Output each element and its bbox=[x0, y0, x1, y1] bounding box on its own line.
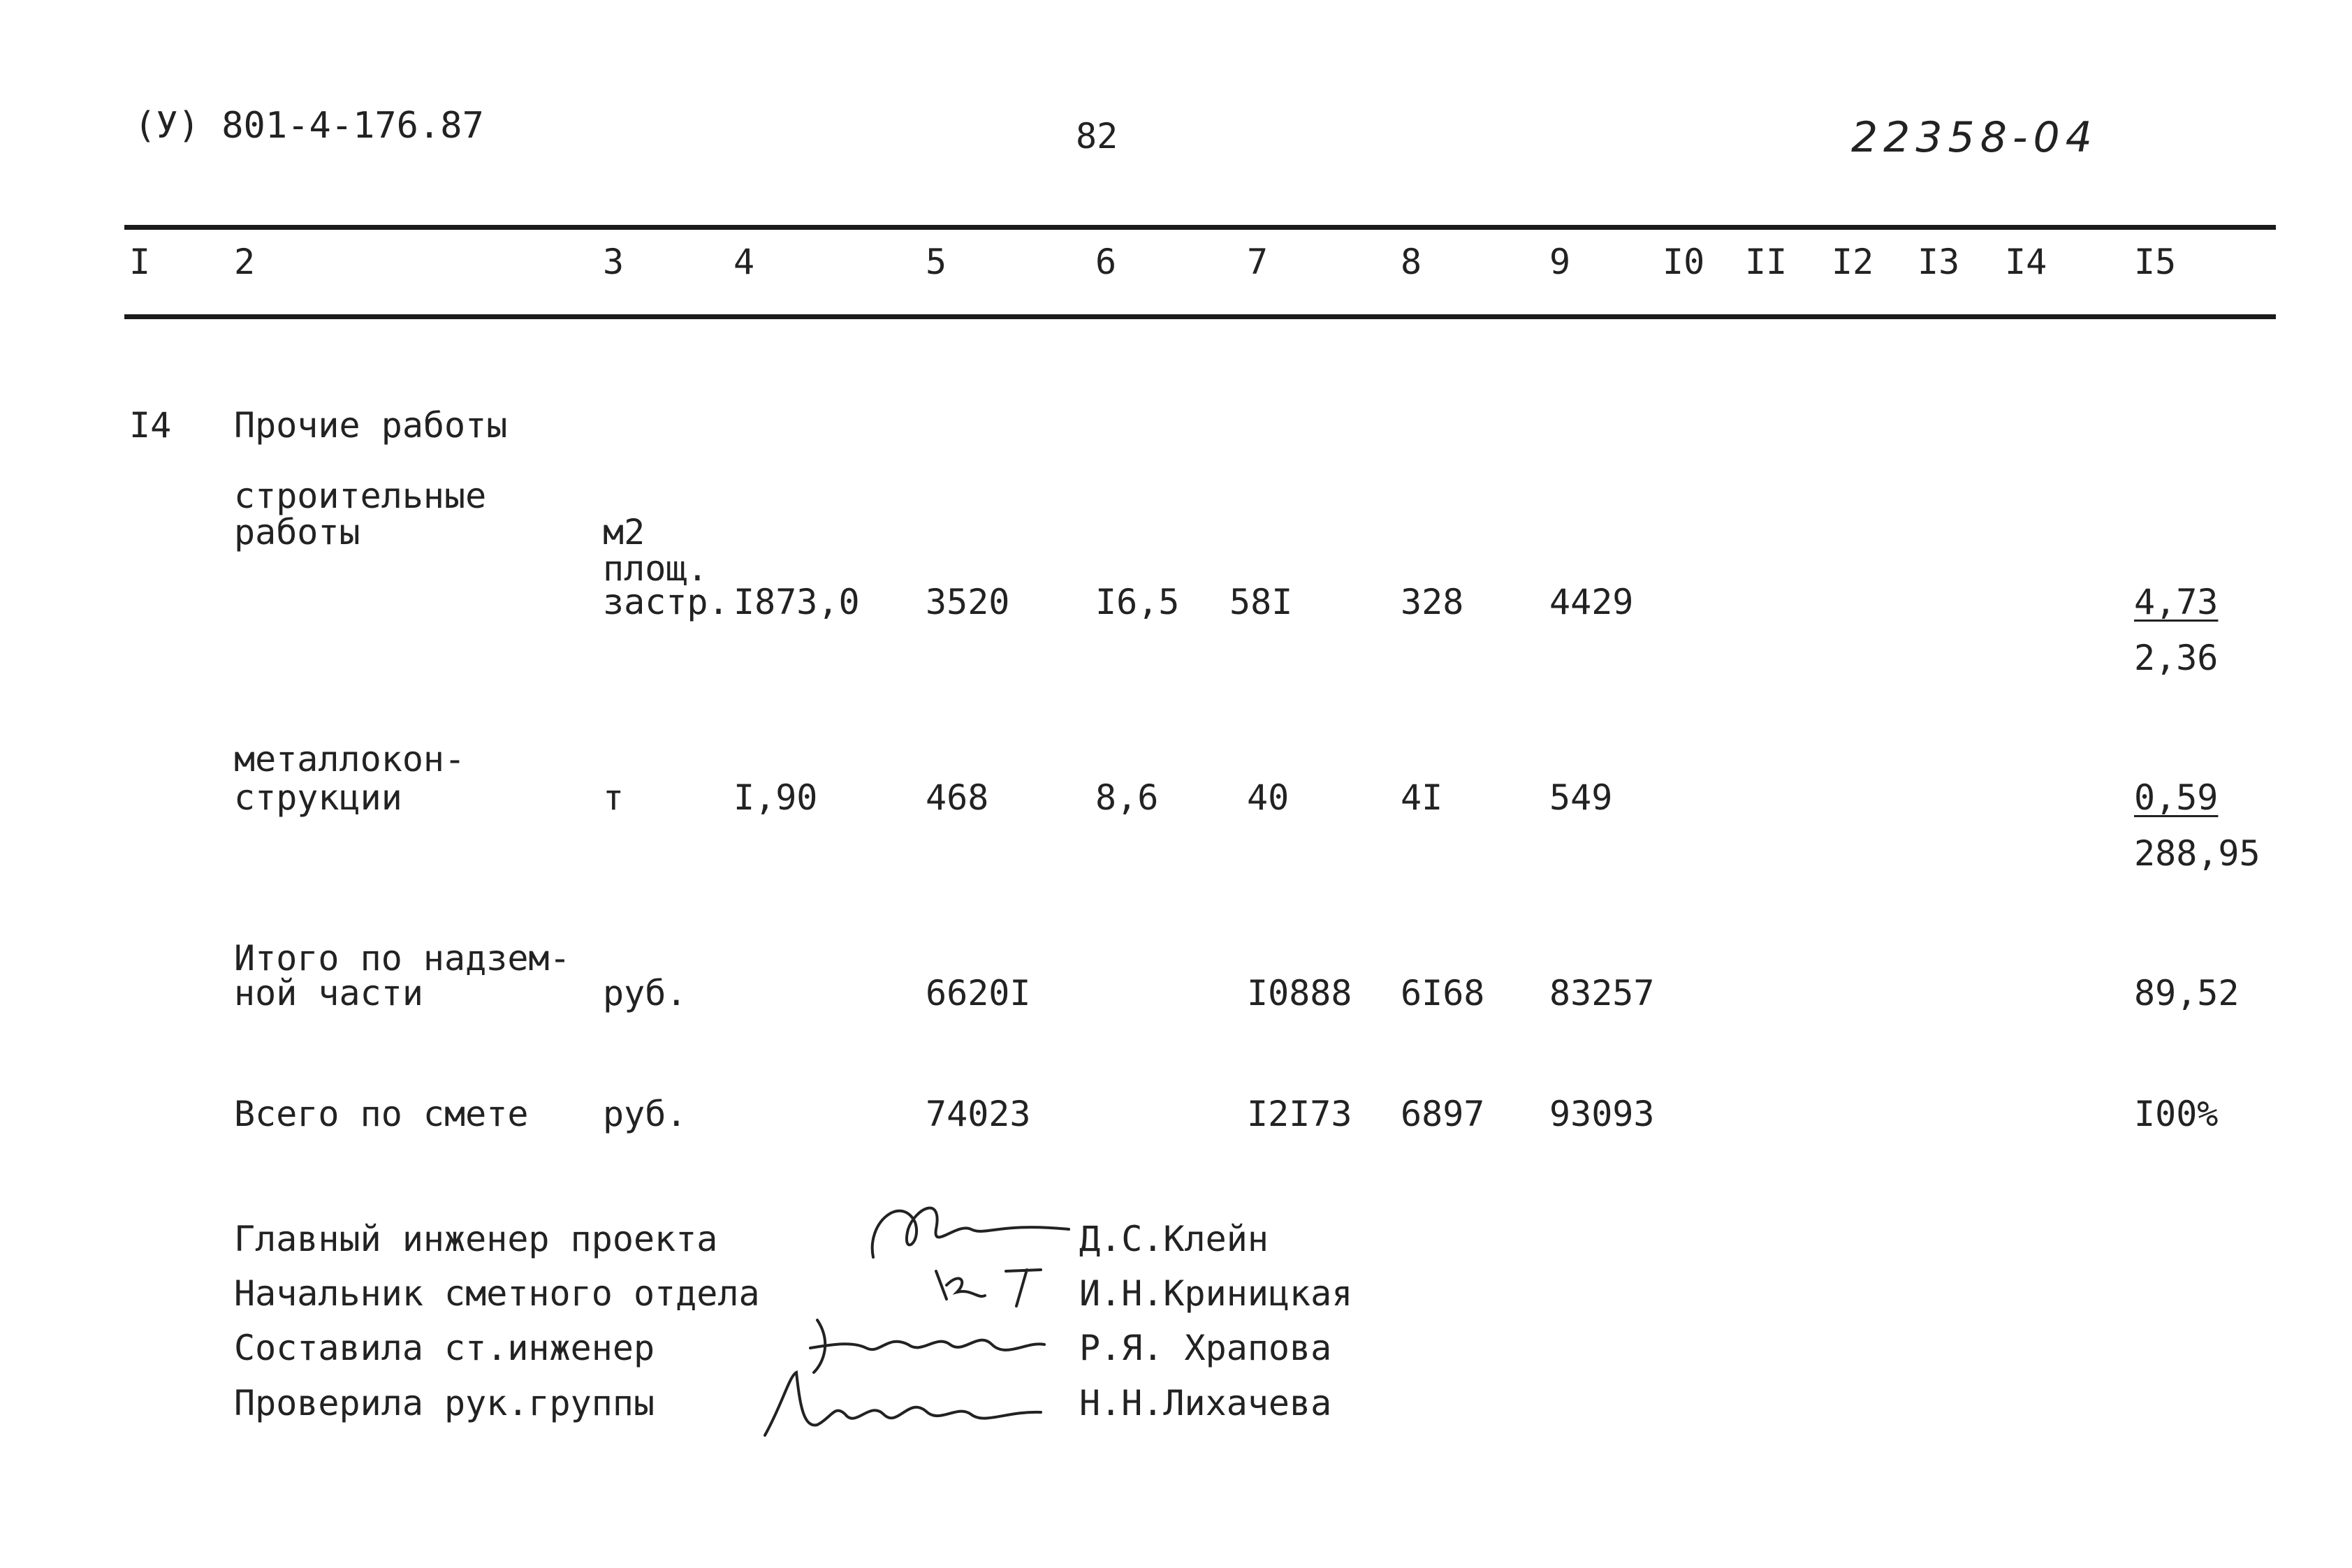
col-header-11: II bbox=[1745, 242, 1788, 282]
subtotal-col7: I0888 bbox=[1247, 973, 1352, 1013]
handwritten-signature bbox=[929, 1257, 1069, 1313]
page-number: 82 bbox=[1076, 116, 1118, 156]
section-title: Прочие работы bbox=[234, 405, 508, 446]
cell-col15-top: 4,73 bbox=[2134, 582, 2219, 622]
unit-line2: площ. bbox=[603, 548, 708, 589]
signature-name: И.Н.Криницкая bbox=[1079, 1273, 1353, 1314]
total-col5: 74023 bbox=[926, 1094, 1031, 1134]
section-number: I4 bbox=[129, 405, 172, 446]
document-code: (У) 801-4-176.87 bbox=[134, 105, 484, 147]
col-header-1: I bbox=[129, 242, 151, 282]
subtotal-col15: 89,52 bbox=[2134, 973, 2240, 1013]
unit-line3: застр. bbox=[603, 582, 729, 622]
signature-name: Д.С.Клейн bbox=[1079, 1219, 1269, 1259]
cell-col15-top: 0,59 bbox=[2134, 777, 2219, 818]
total-col15: I00% bbox=[2134, 1094, 2219, 1134]
signature-name: Н.Н.Лихачева bbox=[1079, 1383, 1332, 1423]
item-name-line1: строительные bbox=[234, 476, 487, 516]
quantity: I,90 bbox=[733, 777, 818, 818]
subtotal-name-line2: ной части bbox=[234, 973, 423, 1013]
cell-col15-bottom: 288,95 bbox=[2134, 833, 2260, 874]
col-header-3: 3 bbox=[603, 242, 624, 282]
cell-col7: 58I bbox=[1229, 582, 1293, 622]
item-name-line2: работы bbox=[234, 512, 360, 552]
signature-role: Проверила рук.группы bbox=[234, 1383, 655, 1423]
cell-col15-bottom: 2,36 bbox=[2134, 638, 2219, 678]
signature-name: Р.Я. Храпова bbox=[1079, 1328, 1332, 1368]
col-header-2: 2 bbox=[234, 242, 256, 282]
total-col9: 93093 bbox=[1549, 1094, 1655, 1134]
col-header-10: I0 bbox=[1663, 242, 1705, 282]
cell-col9: 4429 bbox=[1549, 582, 1634, 622]
col-header-13: I3 bbox=[1918, 242, 1960, 282]
cell-col6: I6,5 bbox=[1095, 582, 1180, 622]
col-header-14: I4 bbox=[2005, 242, 2047, 282]
total-name: Всего по смете bbox=[234, 1094, 529, 1134]
total-col8: 6897 bbox=[1401, 1094, 1485, 1134]
col-header-15: I5 bbox=[2134, 242, 2177, 282]
col-header-9: 9 bbox=[1549, 242, 1571, 282]
subtotal-col5: 6620I bbox=[926, 973, 1031, 1013]
item-name-line1: металлокон- bbox=[234, 739, 466, 779]
signature-role: Главный инженер проекта bbox=[234, 1219, 718, 1259]
cell-col5: 468 bbox=[926, 777, 989, 818]
signature-role: Составила ст.инженер bbox=[234, 1328, 655, 1368]
archive-code: 22358-04 bbox=[1851, 113, 2098, 162]
unit-line1: т bbox=[603, 777, 624, 818]
col-header-7: 7 bbox=[1247, 242, 1269, 282]
subtotal-name-line1: Итого по надзем- bbox=[234, 938, 571, 979]
col-header-8: 8 bbox=[1401, 242, 1422, 282]
unit-line1: м2 bbox=[603, 512, 645, 552]
header-bottom-rule bbox=[124, 314, 2276, 319]
total-unit: руб. bbox=[603, 1094, 687, 1134]
cell-col7: 40 bbox=[1247, 777, 1290, 818]
subtotal-unit: руб. bbox=[603, 973, 687, 1013]
col-header-12: I2 bbox=[1832, 242, 1874, 282]
signature-role: Начальник сметного отдела bbox=[234, 1273, 760, 1314]
quantity: I873,0 bbox=[733, 582, 860, 622]
col-header-4: 4 bbox=[733, 242, 755, 282]
col-header-6: 6 bbox=[1095, 242, 1117, 282]
col-header-5: 5 bbox=[926, 242, 947, 282]
cell-col8: 4I bbox=[1401, 777, 1443, 818]
subtotal-col8: 6I68 bbox=[1401, 973, 1485, 1013]
subtotal-col9: 83257 bbox=[1549, 973, 1655, 1013]
cell-col8: 328 bbox=[1401, 582, 1464, 622]
item-name-line2: струкции bbox=[234, 777, 402, 818]
cell-col9: 549 bbox=[1549, 777, 1613, 818]
total-col7: I2I73 bbox=[1247, 1094, 1352, 1134]
header-top-rule bbox=[124, 225, 2276, 230]
cell-col5: 3520 bbox=[926, 582, 1010, 622]
handwritten-signature bbox=[754, 1362, 1048, 1446]
cell-col6: 8,6 bbox=[1095, 777, 1159, 818]
